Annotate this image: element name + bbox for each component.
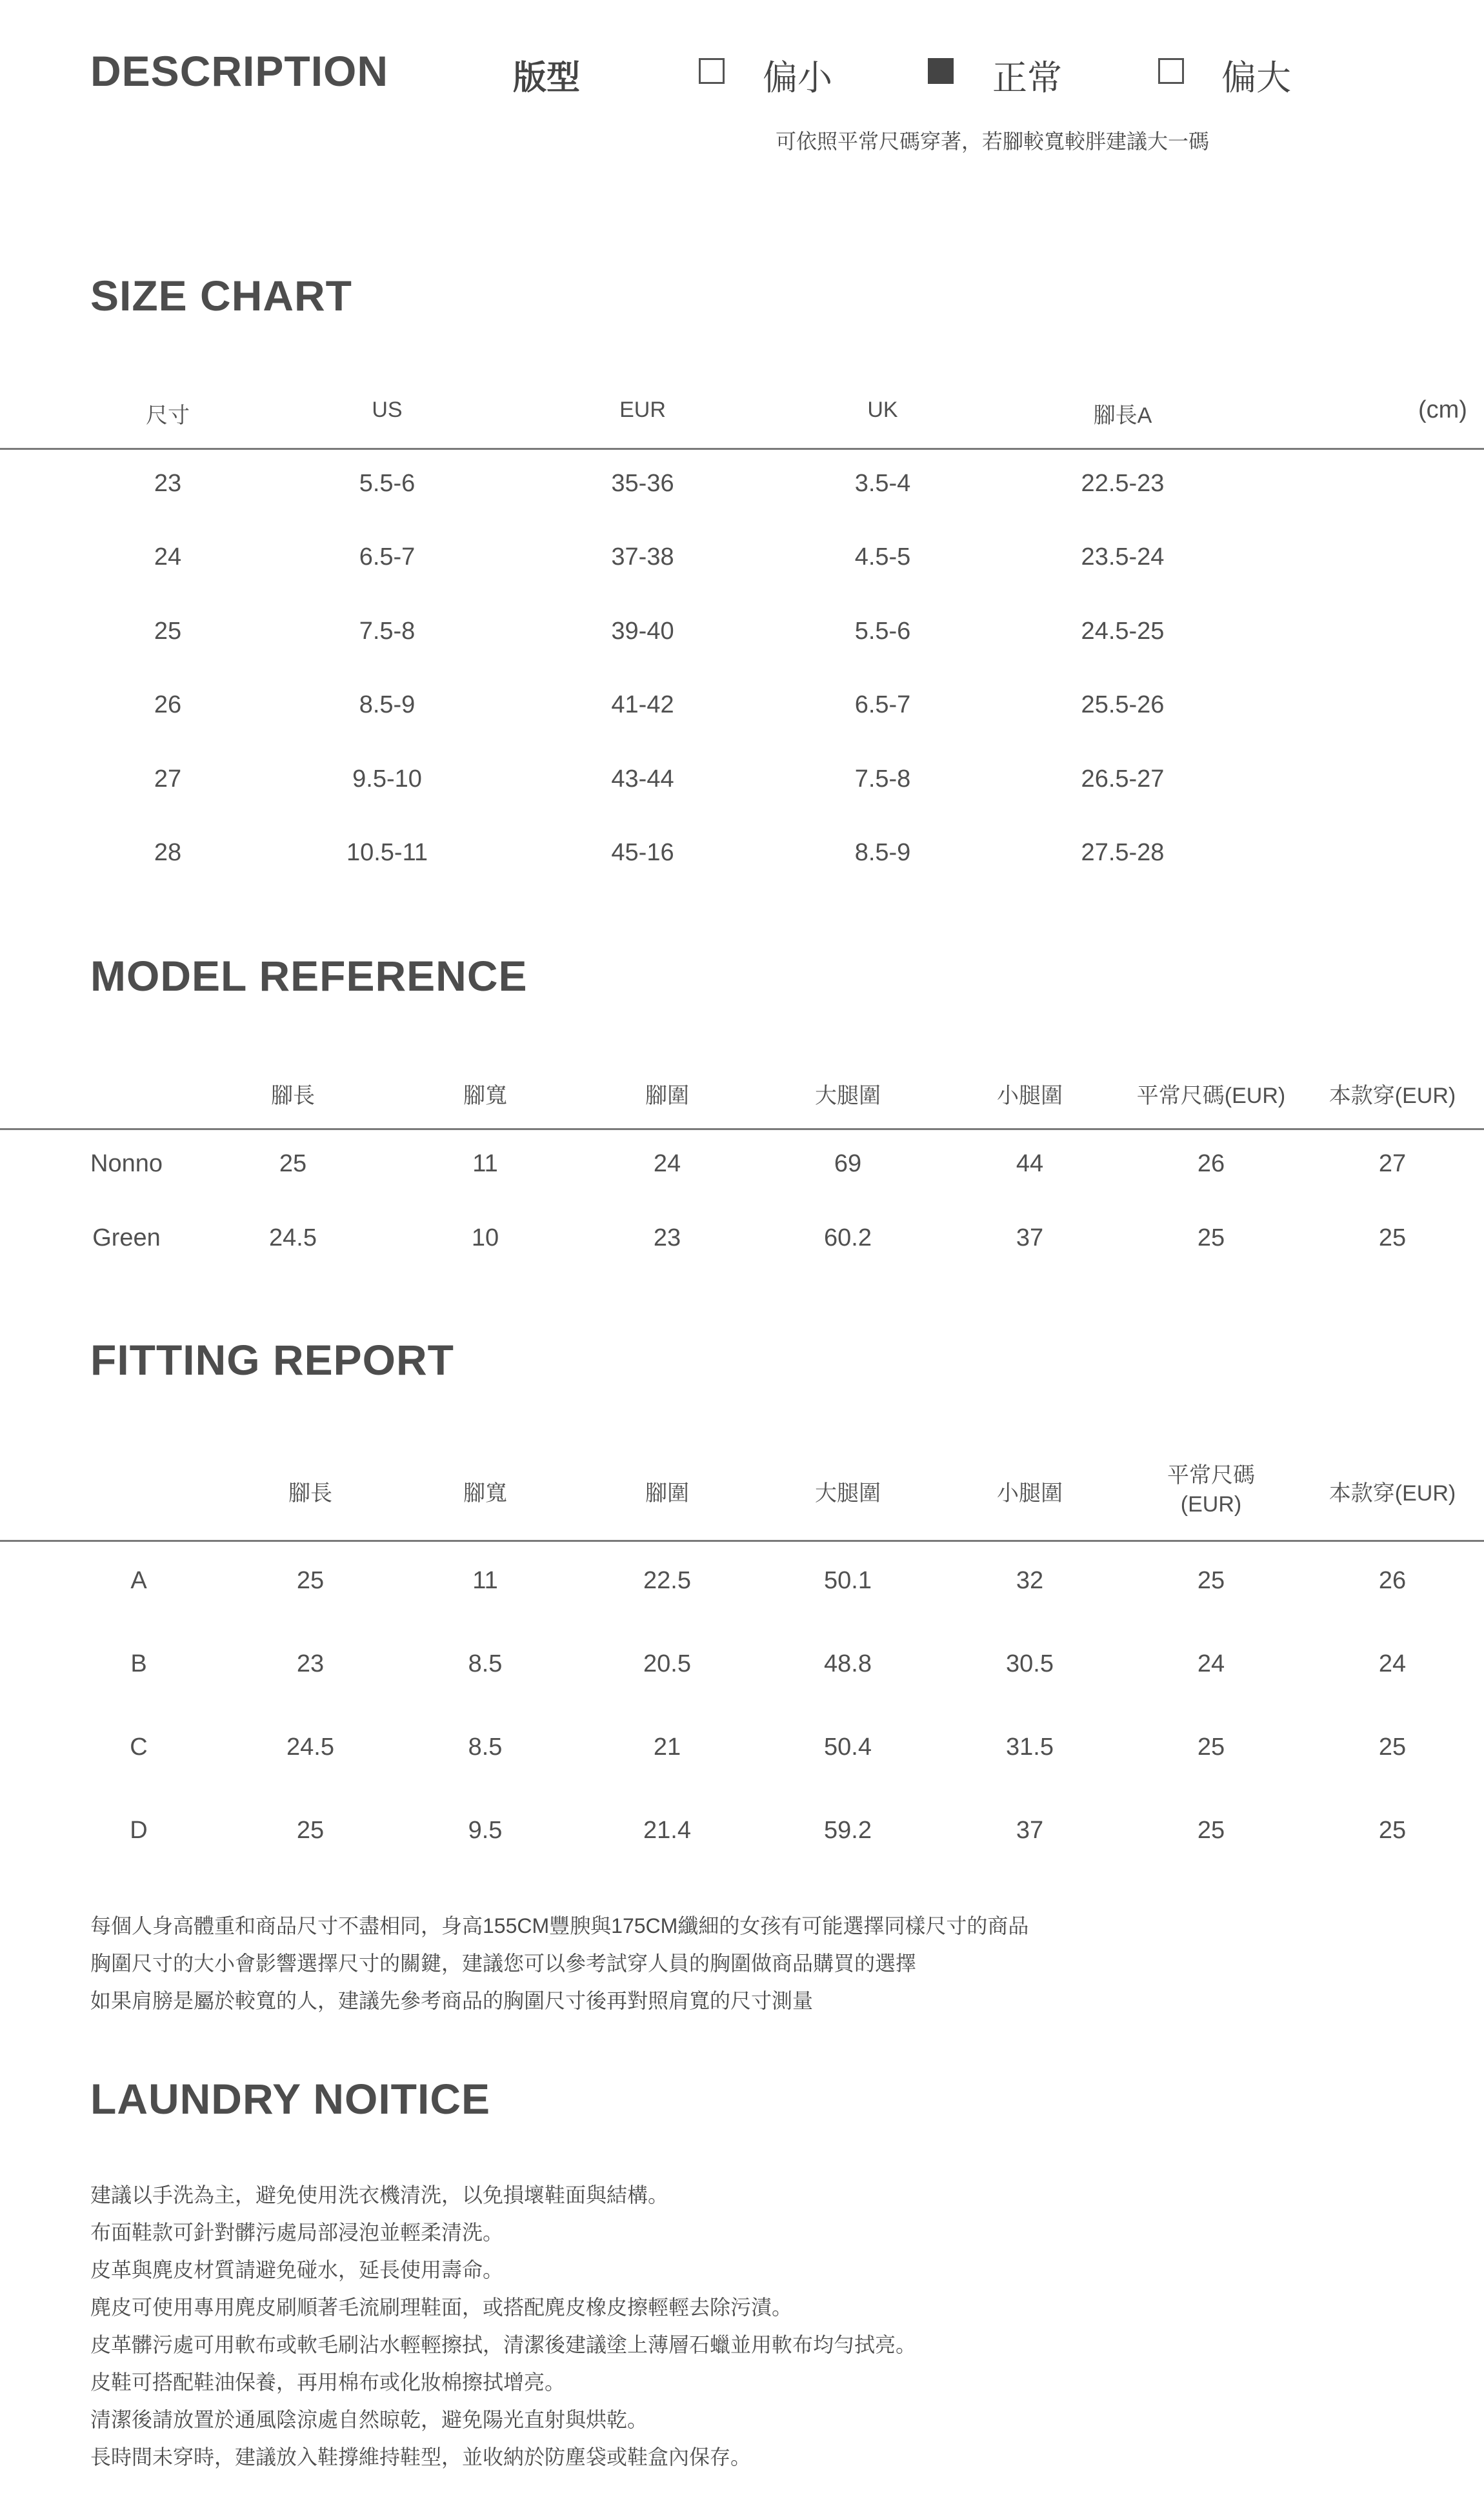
- uk-cell: 5.5-6: [854, 618, 911, 645]
- laundry-line: 長時間未穿時，建議放入鞋撐維持鞋型，並收納於防塵袋或鞋盒內保存。: [90, 2445, 752, 2469]
- fit-header-foot-girth: 腳圍: [645, 1481, 689, 1506]
- fit-header-foot-width: 腳寬: [463, 1481, 507, 1506]
- foot-girth-cell: 20.5: [643, 1650, 691, 1677]
- size-cell: 28: [154, 839, 182, 866]
- calf-cell: 37: [1016, 1224, 1044, 1251]
- fitting-note-line: 胸圍尺寸的大小會影響選擇尺寸的關鍵，建議您可以參考試穿人員的胸圍做商品購買的選擇: [90, 1952, 917, 1975]
- fit-header-usual-size-unit: (EUR): [1180, 1492, 1242, 1517]
- laundry-line: 皮革與麂皮材質請避免碰水，延長使用壽命。: [90, 2258, 504, 2281]
- description-title: DESCRIPTION: [90, 47, 389, 95]
- tester-cell: D: [130, 1817, 148, 1844]
- model-header-usual-size: 平常尺碼(EUR): [1136, 1084, 1286, 1108]
- foot-length-cell: 22.5-23: [1081, 470, 1165, 497]
- foot-length-cell: 23.5-24: [1081, 543, 1165, 571]
- size-header-eur: EUR: [619, 398, 666, 422]
- us-cell: 6.5-7: [359, 543, 416, 571]
- model-header-foot-length: 腳長: [271, 1084, 315, 1108]
- usual-size-cell: 25: [1197, 1567, 1225, 1594]
- laundry-line: 清潔後請放置於通風陰涼處自然晾乾，避免陽光直射與烘乾。: [90, 2408, 648, 2431]
- foot-length-cell: 24.5-25: [1081, 618, 1165, 645]
- size-header-foot-length: 腳長A: [1093, 403, 1152, 428]
- size-chart-title: SIZE CHART: [90, 272, 352, 319]
- calf-cell: 31.5: [1006, 1734, 1054, 1761]
- foot-width-cell: 11: [472, 1567, 498, 1594]
- model-header-foot-width: 腳寬: [463, 1084, 507, 1108]
- laundry-line: 皮革髒污處可用軟布或軟毛刷沾水輕輕擦拭，清潔後建議塗上薄層石蠟並用軟布均勻拭亮。: [90, 2333, 917, 2356]
- this-style-cell: 25: [1378, 1224, 1407, 1251]
- fitting-note-line: 如果肩膀是屬於較寬的人，建議先參考商品的胸圍尺寸後再對照肩寬的尺寸測量: [90, 1989, 814, 2012]
- laundry-line: 皮鞋可搭配鞋油保養，再用棉布或化妝棉擦拭增亮。: [90, 2371, 566, 2394]
- foot-girth-cell: 21.4: [643, 1817, 691, 1844]
- fitting-notes: [90, 1907, 1028, 2019]
- fit-note: 可依照平常尺碼穿著，若腳較寬較胖建議大一碼: [776, 130, 1210, 153]
- laundry-line: 布面鞋款可針對髒污處局部浸泡並輕柔清洗。: [90, 2221, 504, 2244]
- model-name-cell: Green: [92, 1224, 161, 1251]
- model-reference-title: MODEL REFERENCE: [90, 952, 528, 1000]
- size-chart-rule: [0, 448, 1484, 450]
- size-cell: 25: [154, 618, 182, 645]
- us-cell: 5.5-6: [359, 470, 416, 497]
- foot-length-cell: 24.5: [269, 1224, 317, 1251]
- calf-cell: 32: [1016, 1567, 1044, 1594]
- model-name-cell: Nonno: [90, 1150, 163, 1177]
- this-style-cell: 27: [1378, 1150, 1407, 1177]
- laundry-line: 建議以手洗為主，避免使用洗衣機清洗，以免損壞鞋面與結構。: [90, 2183, 669, 2207]
- laundry-notes: [90, 2176, 916, 2476]
- fit-normal-checkbox[interactable]: [928, 58, 954, 84]
- us-cell: 7.5-8: [359, 618, 416, 645]
- size-cell: 26: [154, 691, 182, 718]
- fit-large-label: 偏大: [1221, 59, 1291, 97]
- usual-size-cell: 25: [1197, 1734, 1225, 1761]
- uk-cell: 7.5-8: [854, 765, 911, 793]
- this-style-cell: 24: [1378, 1650, 1407, 1677]
- foot-width-cell: 10: [471, 1224, 499, 1251]
- calf-cell: 37: [1016, 1817, 1044, 1844]
- fit-label: 版型: [513, 59, 581, 97]
- fitting-report-rule: [0, 1540, 1484, 1542]
- calf-cell: 30.5: [1006, 1650, 1054, 1677]
- thigh-cell: 50.1: [824, 1567, 872, 1594]
- uk-cell: 3.5-4: [854, 470, 911, 497]
- tester-cell: A: [130, 1567, 147, 1594]
- us-cell: 8.5-9: [359, 691, 416, 718]
- foot-length-cell: 26.5-27: [1081, 765, 1165, 793]
- foot-length-cell: 23: [296, 1650, 325, 1677]
- laundry-line: 麂皮可使用專用麂皮刷順著毛流刷理鞋面，或搭配麂皮橡皮擦輕輕去除污漬。: [90, 2296, 793, 2319]
- thigh-cell: 48.8: [824, 1650, 872, 1677]
- thigh-cell: 60.2: [824, 1224, 872, 1251]
- size-unit: (cm): [1418, 396, 1467, 423]
- fit-large-checkbox[interactable]: [1158, 58, 1184, 84]
- usual-size-cell: 24: [1197, 1650, 1225, 1677]
- foot-length-cell: 24.5: [286, 1734, 334, 1761]
- us-cell: 10.5-11: [346, 839, 428, 866]
- uk-cell: 6.5-7: [854, 691, 911, 718]
- this-style-cell: 26: [1378, 1567, 1407, 1594]
- usual-size-cell: 25: [1197, 1224, 1225, 1251]
- fit-header-foot-length: 腳長: [288, 1481, 332, 1506]
- fit-small-checkbox[interactable]: [699, 58, 725, 84]
- foot-girth-cell: 23: [653, 1224, 681, 1251]
- foot-length-cell: 25: [296, 1567, 325, 1594]
- eur-cell: 43-44: [611, 765, 674, 793]
- uk-cell: 8.5-9: [854, 839, 911, 866]
- this-style-cell: 25: [1378, 1817, 1407, 1844]
- size-header-us: US: [372, 398, 403, 422]
- size-header-uk: UK: [867, 398, 898, 422]
- model-header-thigh: 大腿圍: [815, 1084, 881, 1108]
- eur-cell: 45-16: [611, 839, 674, 866]
- uk-cell: 4.5-5: [854, 543, 911, 571]
- foot-length-cell: 25: [279, 1150, 307, 1177]
- fit-header-thigh: 大腿圍: [815, 1481, 881, 1506]
- eur-cell: 41-42: [611, 691, 674, 718]
- eur-cell: 37-38: [611, 543, 674, 571]
- foot-width-cell: 9.5: [468, 1817, 503, 1844]
- this-style-cell: 25: [1378, 1734, 1407, 1761]
- eur-cell: 35-36: [611, 470, 674, 497]
- tester-cell: B: [130, 1650, 147, 1677]
- model-reference-rule: [0, 1128, 1484, 1130]
- size-header-size: 尺寸: [146, 403, 190, 428]
- foot-girth-cell: 22.5: [643, 1567, 691, 1594]
- fitting-report-title: FITTING REPORT: [90, 1336, 454, 1384]
- size-cell: 27: [154, 765, 182, 793]
- size-cell: 23: [154, 470, 182, 497]
- thigh-cell: 69: [834, 1150, 862, 1177]
- model-header-this-style: 本款穿(EUR): [1329, 1084, 1456, 1108]
- usual-size-cell: 26: [1197, 1150, 1225, 1177]
- model-header-foot-girth: 腳圍: [645, 1084, 689, 1108]
- fit-header-usual-size: 平常尺碼: [1167, 1463, 1255, 1488]
- model-header-calf: 小腿圍: [997, 1084, 1063, 1108]
- foot-length-cell: 25.5-26: [1081, 691, 1165, 718]
- us-cell: 9.5-10: [352, 765, 422, 793]
- fit-header-this-style: 本款穿(EUR): [1329, 1481, 1456, 1506]
- foot-width-cell: 8.5: [468, 1650, 503, 1677]
- foot-girth-cell: 24: [653, 1150, 681, 1177]
- usual-size-cell: 25: [1197, 1817, 1225, 1844]
- eur-cell: 39-40: [611, 618, 674, 645]
- foot-width-cell: 11: [472, 1150, 498, 1177]
- foot-length-cell: 27.5-28: [1081, 839, 1165, 866]
- foot-girth-cell: 21: [653, 1734, 681, 1761]
- tester-cell: C: [130, 1734, 148, 1761]
- thigh-cell: 50.4: [824, 1734, 872, 1761]
- fit-small-label: 偏小: [763, 59, 832, 97]
- thigh-cell: 59.2: [824, 1817, 872, 1844]
- laundry-title: LAUNDRY NOITICE: [90, 2075, 491, 2123]
- foot-length-cell: 25: [296, 1817, 325, 1844]
- size-cell: 24: [154, 543, 182, 571]
- foot-width-cell: 8.5: [468, 1734, 503, 1761]
- fitting-note-line: 每個人身高體重和商品尺寸不盡相同，身高155CM豐腴與175CM纖細的女孩有可能選擇同樣尺寸的商品: [90, 1914, 1029, 1937]
- calf-cell: 44: [1016, 1150, 1044, 1177]
- fit-header-calf: 小腿圍: [997, 1481, 1063, 1506]
- fit-normal-label: 正常: [992, 59, 1062, 97]
